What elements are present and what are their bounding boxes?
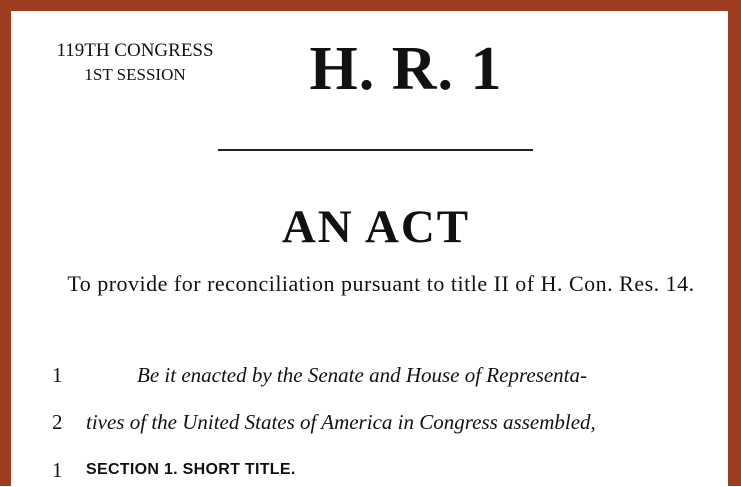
line-number: 1 [52,458,63,482]
line-number: 2 [52,410,63,434]
divider-rule [218,149,533,151]
enacting-clause-line-1 [11,358,741,392]
act-heading: AN ACT [281,201,471,253]
enacting-clause-line-2 [11,405,741,439]
section-title: SECTION 1. SHORT TITLE. [86,461,296,478]
congress-session-block [39,39,231,87]
session-label: 1ST SESSION [84,65,186,84]
line-number: 1 [52,363,63,387]
section-title-line [11,453,741,487]
line-text: tives of the United States of America in Congress assembled, [86,410,596,434]
act-purpose: To provide for reconciliation pursuant to title II of H. Con. Res. 14. [67,271,695,296]
congress-label: 119TH CONGRESS [56,40,214,61]
line-text: Be it enacted by the Senate and House of Representa- [137,363,587,387]
bill-number: H. R. 1 [309,35,503,103]
